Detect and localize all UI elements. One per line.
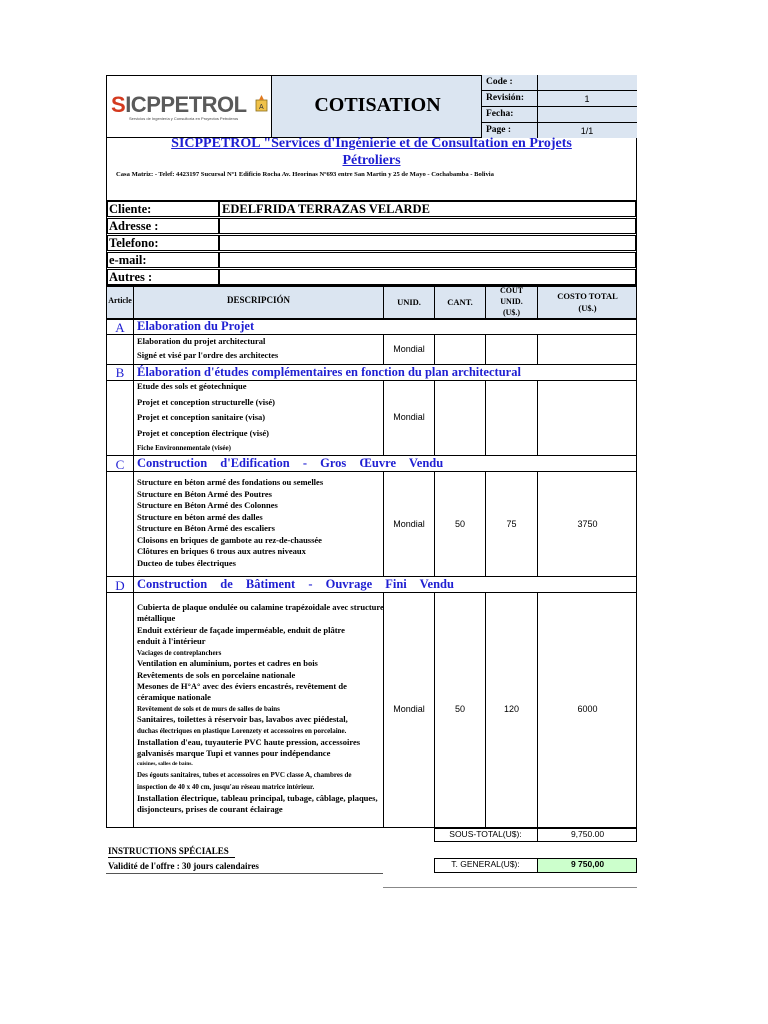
email-field [219, 252, 636, 268]
company-name-line2: Pétroliers [342, 153, 401, 168]
header-total-1: COSTO TOTAL [557, 291, 618, 301]
document-title: COTISATION [314, 94, 441, 116]
subtotal-value: 9,750.00 [570, 829, 605, 839]
others-field [219, 269, 636, 285]
line-item: Structure en Béton Armé des Poutres [137, 489, 272, 499]
header-unit-cost-2: UNID. [500, 297, 523, 306]
section-d-total: 6000 [577, 704, 598, 714]
logo-flame-icon [255, 94, 268, 112]
section-a-unit: Mondial [393, 344, 425, 354]
logo-tagline: Servicios de Ingeniería y Consultoría en Proyectos Petroleros [129, 116, 239, 121]
instructions-title: INSTRUCTIONS SPÉCIALES [108, 846, 229, 856]
section-d-letter: D [115, 578, 125, 593]
client-rows [107, 201, 636, 285]
section-c-unit: Mondial [393, 519, 425, 529]
phone-field [219, 235, 636, 251]
instructions-underline [108, 857, 235, 858]
section-b-unit: Mondial [393, 412, 425, 422]
company-address: Casa Matriz: - Telef: 4423197 Sucursal Nº1 Edificio Rocha Av. Heorinas Nº693 entre San Martin y 25 de Mayo - Cochabamba - Bolivia [116, 171, 494, 178]
header-unit: UNID. [397, 297, 421, 307]
meta-page-value: 1/1 [580, 126, 594, 136]
client-label: Cliente: [109, 202, 152, 216]
line-item: Fiche Environnementale (visée) [137, 444, 231, 452]
footer-divider [383, 887, 637, 888]
line-item: enduit à l'intérieur [137, 636, 206, 646]
section-b-title: Élaboration d'études complémentaires en fonction du plan architectural [137, 365, 521, 379]
line-item: disjoncteurs, prises de courant éclairage [137, 804, 283, 814]
meta-revision-label: Revisión: [486, 93, 524, 103]
section-c-title: Construction d'Edification - Gros Œuvre Vendu [137, 456, 444, 470]
section-b-letter: B [115, 365, 125, 380]
header-total-2: (U$.) [578, 303, 597, 313]
line-item: métallique [137, 613, 176, 623]
section-a-title: Elaboration du Projet [137, 319, 255, 333]
title-cell [271, 76, 482, 137]
email-label: e-mail: [109, 253, 147, 267]
line-item: Structure en Béton Armé des Colonnes [137, 500, 278, 510]
line-item: Clôtures en briques 6 trous aux autres niveaux [137, 546, 306, 556]
section-c-unit-cost: 75 [506, 519, 517, 529]
phone-label: Telefono: [109, 236, 159, 250]
line-item: Cubierta de plaque ondulée ou calamine trapézoidale avec structure [137, 602, 384, 612]
line-item: Installation d'eau, tuyauterie PVC haute pression, accessoires [137, 737, 361, 747]
section-d-qty: 50 [454, 704, 465, 714]
section-d-title: Construction de Bâtiment - Ouvrage Fini Vendu [137, 577, 454, 591]
others-label: Autres : [109, 270, 153, 284]
line-item: Ventilation en aluminium, portes et cadres en bois [137, 658, 318, 668]
line-item: Signé et visé par l'ordre des architectes [137, 350, 279, 360]
line-item: Cloisons en briques de gambote au rez-de-chaussée [137, 535, 322, 545]
line-item: duchas électriques en plastique Lorenzety et accessoires en porcelaine. [137, 727, 347, 735]
line-item: Ducteo de tubes électriques [137, 558, 236, 568]
header-unit-cost-3: (U$.) [502, 308, 521, 317]
line-item: Structure en béton armé des fondations ou semelles [137, 477, 324, 487]
meta-page-label: Page : [486, 125, 512, 135]
logo-wordmark: SICPPETROL [111, 92, 247, 117]
section-a-letter: A [115, 320, 125, 335]
line-item: Vaciages de contreplanchers [137, 649, 222, 657]
company-name-line1: SICPPETROL "Services d'Ingénierie et de Consultation en Projets [171, 136, 572, 151]
line-item: Structure en béton armé des dalles [137, 512, 263, 522]
section-d-unit: Mondial [393, 704, 425, 714]
header-unit-cost-1: COÛT [499, 286, 524, 295]
logo-letter-s: S [111, 92, 126, 117]
line-item: cuisines, salles de bains. [137, 761, 193, 767]
section-d-unit-cost: 120 [503, 704, 520, 714]
line-item: céramique nationale [137, 692, 211, 702]
validity-text: Validité de l'offre : 30 jours calendaires [108, 861, 259, 871]
meta-fecha-label: Fecha: [486, 109, 514, 119]
address-label: Adresse : [109, 219, 159, 233]
section-c-letter: C [115, 457, 125, 472]
section-c-qty: 50 [454, 519, 465, 529]
grand-total-value: 9 750,00 [570, 859, 605, 869]
line-item: Elaboration du projet architectural [137, 336, 266, 346]
instructions-divider [106, 873, 383, 874]
line-item: Etude des sols et géotechnique [137, 381, 247, 391]
line-item: galvanisés marque Tupi et vannes pour indépendance [137, 748, 331, 758]
header-qty: CANT. [447, 297, 473, 307]
meta-code-label: Code : [486, 77, 513, 87]
line-item: Sanitaires, toilettes à réservoir bas, lavabos avec piédestal, [137, 714, 348, 724]
meta-table [482, 75, 637, 138]
section-c-total: 3750 [577, 519, 598, 529]
line-item: Projet et conception structurelle (visé) [137, 397, 276, 407]
line-item: Projet et conception sanitaire (visa) [137, 412, 266, 422]
grand-total-label: T. GENERAL(U$): [451, 859, 520, 869]
line-item: Des égouts sanitaires, tubes et accessoires en PVC classe A, chambres de [137, 771, 352, 779]
meta-revision-value: 1 [584, 94, 590, 104]
header-article: Article [108, 296, 132, 305]
line-item: Structure en Béton Armé des escaliers [137, 523, 275, 533]
line-item: inspection de 40 x 40 cm, jusqu'au réseau matrice intérieur. [137, 783, 315, 791]
address-field [219, 218, 636, 234]
header-description: DESCRIPCIÓN [226, 295, 290, 305]
line-item: Enduit extérieur de façade imperméable, enduit de plâtre [137, 625, 345, 635]
line-item: Projet et conception électrique (visé) [137, 428, 270, 438]
company-logo [107, 76, 271, 137]
svg-text:A: A [259, 104, 264, 111]
line-item: Revêtements de sols en porcelaine nationale [137, 670, 296, 680]
client-name: EDELFRIDA TERRAZAS VELARDE [222, 202, 430, 216]
line-item: Installation électrique, tableau principal, tubage, câblage, plaques, [137, 793, 378, 803]
line-item: Revêtement de sols et de murs de salles de bains [137, 705, 280, 713]
line-item: Mesones de H°A° avec des éviers encastrés, revêtement de [137, 681, 347, 691]
subtotal-label: SOUS-TOTAL(U$): [449, 829, 522, 839]
